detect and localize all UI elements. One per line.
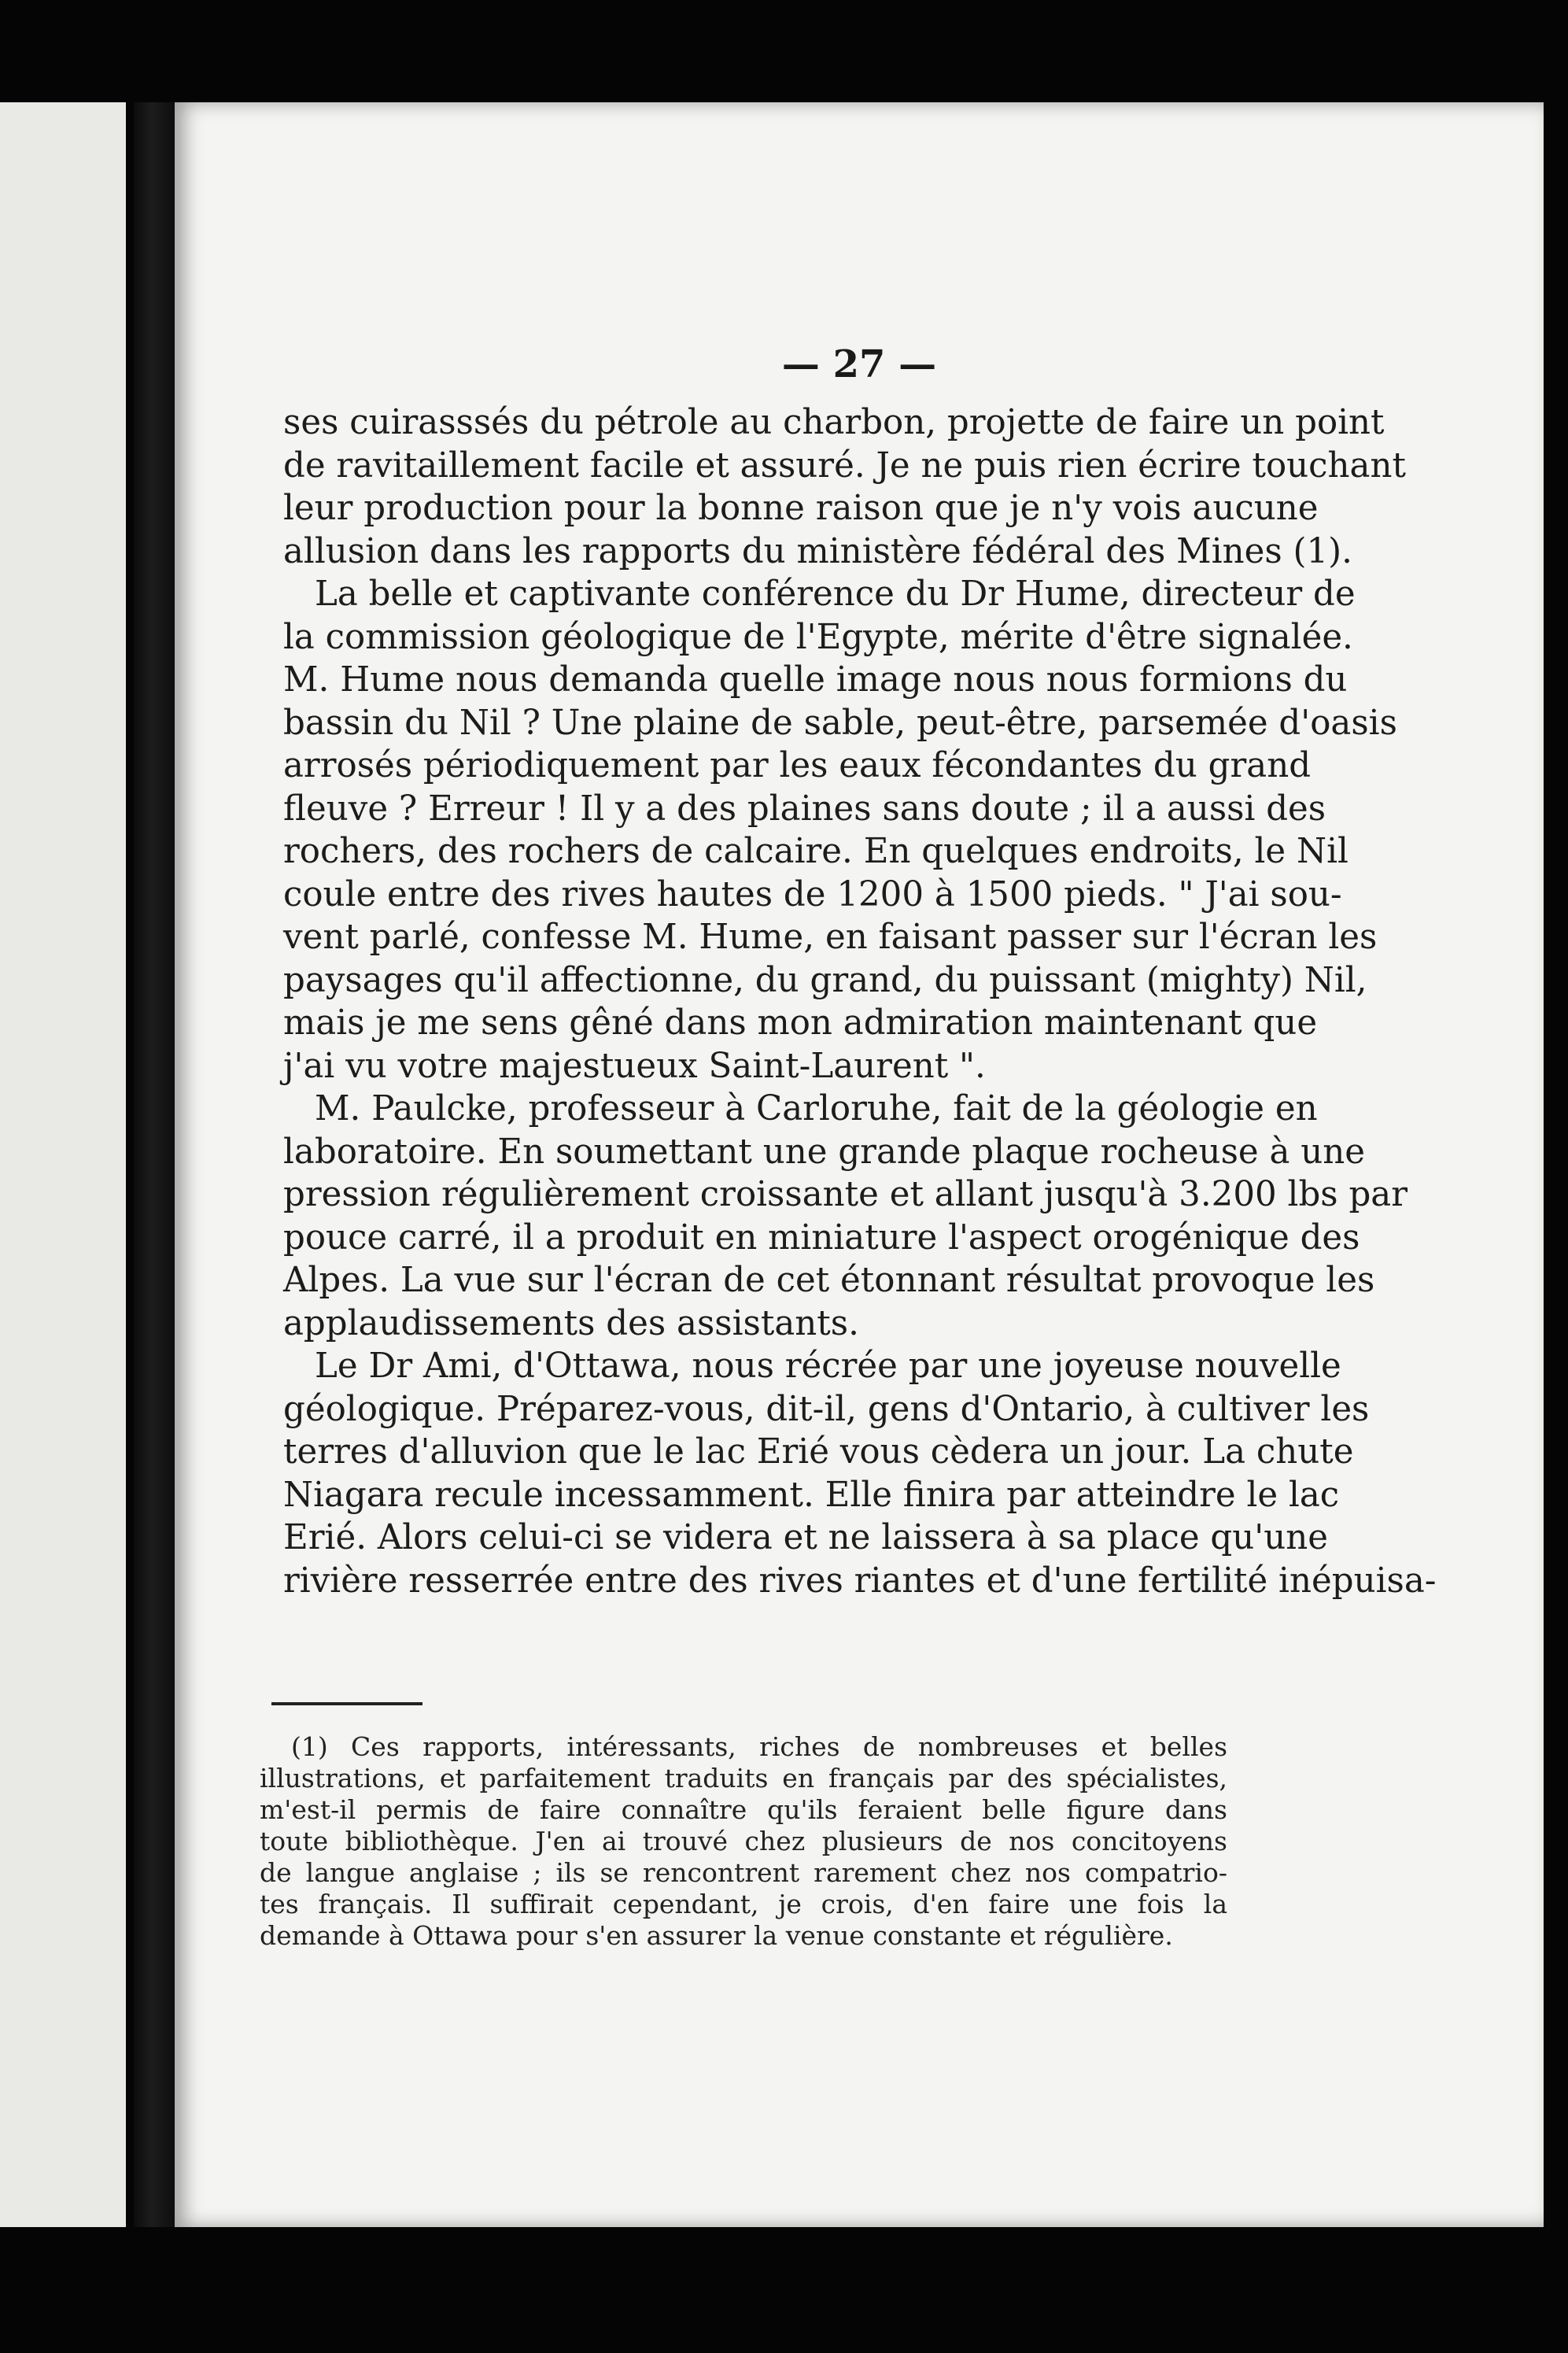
body-text — [283, 401, 1437, 1602]
text-line: laboratoire. En soumettant une grande plaque rocheuse à une — [283, 1132, 1366, 1172]
text-line: terres d'alluvion que le lac Erié vous cèdera un jour. La chute — [283, 1432, 1354, 1472]
book-spine — [134, 102, 179, 2227]
text-line: ses cuirasssés du pétrole au charbon, projette de faire un point — [283, 403, 1385, 442]
footnote-divider — [271, 1702, 422, 1705]
text-line: géologique. Préparez-vous, dit-il, gens d'Ontario, à cultiver les — [283, 1389, 1370, 1429]
footnote-line: toute bibliothèque. J'en ai trouvé chez plusieurs de nos concitoyens — [260, 1826, 1227, 1856]
footnote-line: m'est-il permis de faire connaître qu'ils feraient belle figure dans — [260, 1794, 1227, 1825]
text-line: rivière resserrée entre des rives riantes et d'une fertilité inépuisa- — [283, 1561, 1437, 1601]
text-line: vent parlé, confesse M. Hume, en faisant passer sur l'écran les — [283, 918, 1378, 957]
text-line: Le Dr Ami, d'Ottawa, nous récrée par une joyeuse nouvelle — [315, 1346, 1341, 1386]
text-line: Erié. Alors celui-ci se videra et ne laissera à sa place qu'une — [283, 1518, 1329, 1557]
footnote-line: demande à Ottawa pour s'en assurer la venue constante et régulière. — [260, 1920, 1173, 1951]
text-line: M. Paulcke, professeur à Carloruhe, fait de la géologie en — [315, 1089, 1318, 1128]
text-line: bassin du Nil ? Une plaine de sable, peut-être, parsemée d'oasis — [283, 703, 1397, 743]
footnote-line: de langue anglaise ; ils se rencontrent rarement chez nos compatrio- — [260, 1857, 1227, 1888]
footnote-line: tes français. Il suffirait cependant, je crois, d'en faire une fois la — [260, 1889, 1227, 1919]
footnote-line: illustrations, et parfaitement traduits en français par des spécialistes, — [260, 1763, 1227, 1793]
footnotes — [260, 1731, 1227, 1952]
text-line: pression régulièrement croissante et allant jusqu'à 3.200 lbs par — [283, 1175, 1408, 1214]
text-line: j'ai vu votre majestueux Saint-Laurent ". — [283, 1046, 986, 1086]
text-line: de ravitaillement facile et assuré. Je ne puis rien écrire touchant — [283, 445, 1406, 486]
text-line: arrosés périodiquement par les eaux fécondantes du grand — [283, 746, 1312, 785]
text-line: fleuve ? Erreur ! Il y a des plaines sans doute ; il a aussi des — [283, 789, 1326, 829]
text-line: coule entre des rives hautes de 1200 à 1500 pieds. " J'ai sou- — [283, 874, 1342, 914]
text-line: pouce carré, il a produit en miniature l'aspect orogénique des — [283, 1217, 1360, 1258]
text-line: mais je me sens gêné dans mon admiration maintenant que — [283, 1003, 1318, 1043]
text-line: Niagara recule incessamment. Elle finira par atteindre le lac — [283, 1475, 1340, 1515]
text-line: La belle et captivante conférence du Dr Hume, directeur de — [315, 574, 1356, 614]
footnote-line: (1) Ces rapports, intéressants, riches de nombreuses et belles — [291, 1731, 1227, 1762]
text-line: rochers, des rochers de calcaire. En quelques endroits, le Nil — [283, 832, 1348, 871]
page-number: — 27 — — [781, 342, 937, 386]
text-line: leur production pour la bonne raison que je n'y vois aucune — [283, 489, 1319, 528]
text-line: applaudissements des assistants. — [283, 1303, 859, 1343]
text-line: allusion dans les rapports du ministère fédéral des Mines (1). — [283, 531, 1352, 571]
text-line: M. Hume nous demanda quelle image nous nous formions du — [283, 660, 1348, 700]
text-line: paysages qu'il affectionne, du grand, du puissant (mighty) Nil, — [283, 960, 1367, 1000]
text-line: la commission géologique de l'Egypte, mérite d'être signalée. — [283, 617, 1353, 657]
text-line: Alpes. La vue sur l'écran de cet étonnant résultat provoque les — [283, 1261, 1375, 1300]
previous-page-edge — [0, 102, 126, 2227]
